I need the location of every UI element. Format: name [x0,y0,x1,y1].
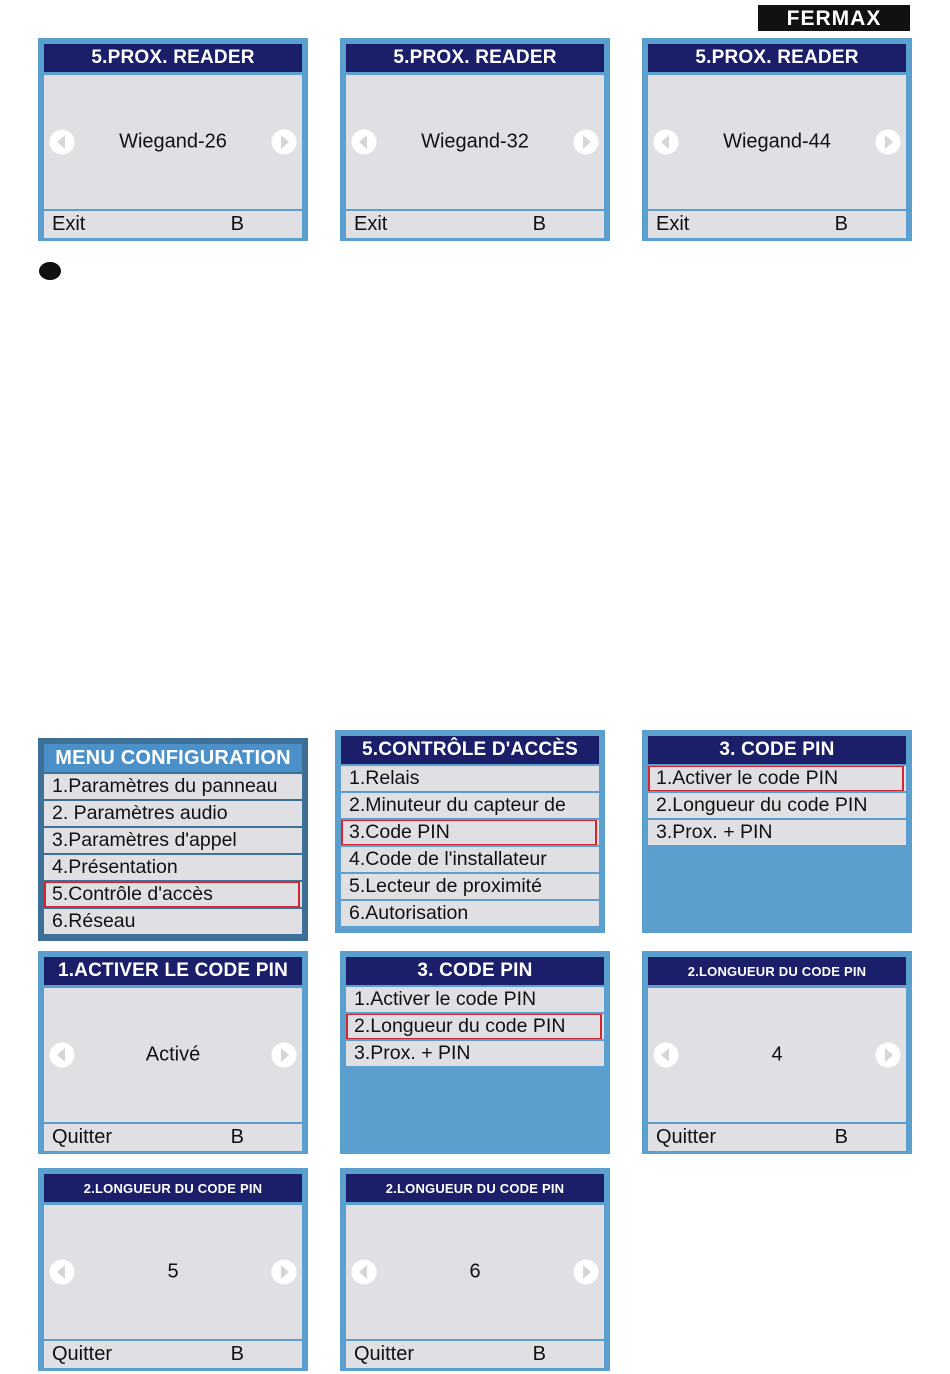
longueur-code-pin-screen-1 [642,951,912,1154]
menu-item[interactable]: 3.Paramètres d'appel [44,828,302,853]
option-value: Activé [145,1043,201,1066]
arrow-right-icon[interactable] [573,1259,599,1285]
option-value: Wiegand-26 [119,130,227,153]
screen-footer [648,211,906,238]
menu-item[interactable]: 3.Prox. + PIN [346,1041,604,1066]
exit-key: B [834,213,848,235]
menu-item-selected[interactable]: 3.Code PIN [341,820,599,845]
screen-footer [346,1341,604,1368]
option-value: Wiegand-44 [723,130,831,153]
screen-title: 2.LONGUEUR DU CODE PIN [346,1174,604,1202]
menu-item[interactable]: 4.Présentation [44,855,302,880]
prox-reader-screen-1 [38,38,308,241]
screen-body [44,988,302,1122]
screen-footer [346,211,604,238]
screen-footer [44,1124,302,1151]
screen-title: 5.PROX. READER [648,44,906,72]
screen-title: 2.LONGUEUR DU CODE PIN [648,957,906,985]
prox-reader-screen-2 [340,38,610,241]
menu-item[interactable]: 1.Relais [341,766,599,791]
menu-item-selected[interactable]: 1.Activer le code PIN [648,766,906,791]
screen-footer [44,1341,302,1368]
longueur-code-pin-screen-2 [38,1168,308,1371]
screen-title: 5.PROX. READER [346,44,604,72]
prox-reader-screen-3 [642,38,912,241]
fermax-logo [758,5,910,31]
menu-configuration-screen [38,738,308,941]
exit-key: B [532,213,546,235]
arrow-right-icon[interactable] [271,1259,297,1285]
screen-title: 3. CODE PIN [346,957,604,985]
code-pin-screen-1 [642,730,912,933]
option-value: 4 [771,1043,783,1066]
exit-key: B [532,1343,546,1365]
arrow-right-icon[interactable] [875,1042,901,1068]
menu-item[interactable]: 6.Réseau [44,909,302,934]
screen-body [346,75,604,209]
menu-item[interactable]: 1.Paramètres du panneau [44,774,302,799]
screen-title: 3. CODE PIN [648,736,906,764]
screen-footer [44,211,302,238]
exit-label[interactable]: Exit [354,213,388,235]
screen-body [346,1205,604,1339]
exit-label[interactable]: Quitter [656,1126,717,1148]
screen-body [44,75,302,209]
screen-footer [648,1124,906,1151]
screen-title: MENU CONFIGURATION [44,744,302,772]
longueur-code-pin-screen-3 [340,1168,610,1371]
screen-body [648,988,906,1122]
bullet-dot-icon [39,262,61,280]
screen-title: 1.ACTIVER LE CODE PIN [44,957,302,985]
code-pin-screen-2 [340,951,610,1154]
exit-label[interactable]: Quitter [354,1343,415,1365]
controle-acces-screen [335,730,605,933]
menu-item[interactable]: 2. Paramètres audio [44,801,302,826]
exit-key: B [230,1126,244,1148]
fermax-logo-text: FERMAX [786,8,882,28]
screen-body [648,75,906,209]
menu-item[interactable]: 1.Activer le code PIN [346,987,604,1012]
menu-item[interactable]: 6.Autorisation [341,901,599,926]
menu-item[interactable]: 3.Prox. + PIN [648,820,906,845]
exit-key: B [834,1126,848,1148]
arrow-right-icon[interactable] [875,129,901,155]
menu-item-selected[interactable]: 2.Longueur du code PIN [346,1014,604,1039]
exit-key: B [230,1343,244,1365]
arrow-right-icon[interactable] [271,129,297,155]
menu-item[interactable]: 2.Minuteur du capteur de [341,793,599,818]
screen-body [44,1205,302,1339]
screen-title: 5.CONTRÔLE D'ACCÈS [341,736,599,764]
menu-item[interactable]: 2.Longueur du code PIN [648,793,906,818]
menu-item[interactable]: 5.Lecteur de proximité [341,874,599,899]
option-value: 6 [469,1260,481,1283]
menu-item[interactable]: 4.Code de l'installateur [341,847,599,872]
exit-key: B [230,213,244,235]
screen-title: 2.LONGUEUR DU CODE PIN [44,1174,302,1202]
activer-code-pin-screen [38,951,308,1154]
exit-label[interactable]: Exit [52,213,86,235]
screen-title: 5.PROX. READER [44,44,302,72]
arrow-right-icon[interactable] [573,129,599,155]
exit-label[interactable]: Quitter [52,1343,113,1365]
option-value: 5 [167,1260,179,1283]
menu-item-selected[interactable]: 5.Contrôle d'accès [44,882,302,907]
exit-label[interactable]: Exit [656,213,690,235]
exit-label[interactable]: Quitter [52,1126,113,1148]
option-value: Wiegand-32 [421,130,529,153]
arrow-right-icon[interactable] [271,1042,297,1068]
